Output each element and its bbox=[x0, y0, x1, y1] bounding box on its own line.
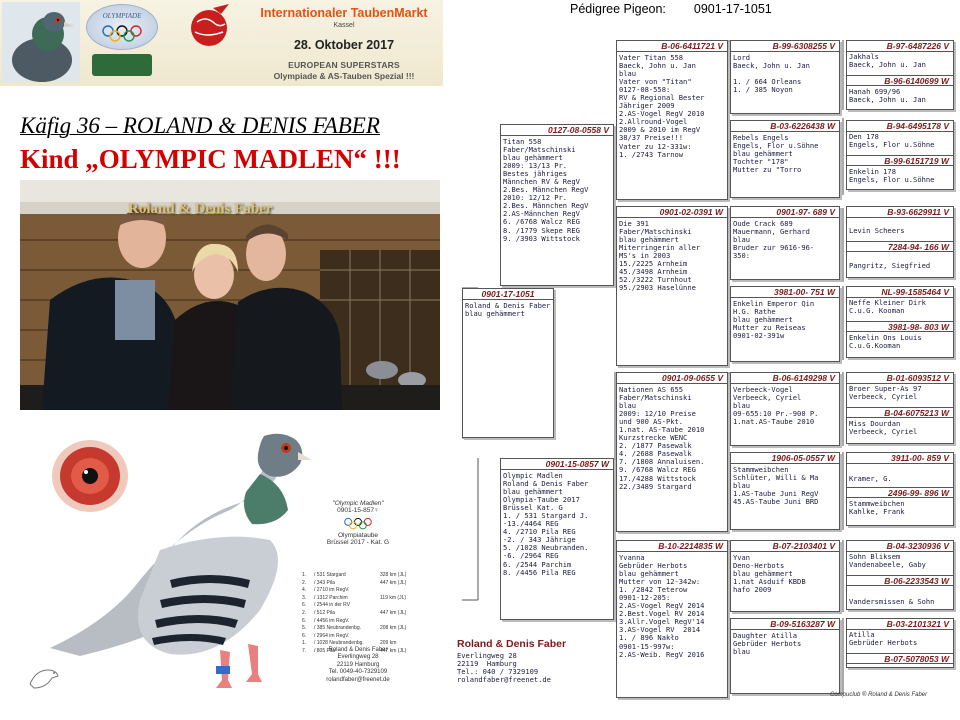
banner-city: Kassel bbox=[333, 22, 355, 29]
fm-text: Die 391 Faber/Matschinski blau gehämmert Miterringerin aller MS's in 2003 15./2225 Arnheim 45./3498 Arnheim 52./3222 Turnhout 95./2903 Haselünne bbox=[619, 219, 701, 293]
ffm-text: Rebels Engels Engels, Flor u.Söhne blau gehämmert Tochter "178" Mutter zu "Torro bbox=[733, 133, 819, 175]
fmm-text: Enkelin Emperor Qin H.G. Rathe blau gehämmert Mutter zu Reiseas 0901-02-391w bbox=[733, 299, 815, 341]
father-ring: 0127-08-0558 V bbox=[501, 125, 613, 136]
gen4-text-2: Hanah 699/96 Baeck, John u. Jan bbox=[849, 87, 926, 105]
father-text: Titan 558 Faber/Matschinski blau gehämmert 2009: 13/13 Pr. Bestes jähriges Männchen RV & RegV 2.Bes. Männchen RegV 2010: 12/12 Pr. 2.Bes. Männchen RegV 2.AS-Männchen RegV 6. /6768 Walcz REG 8. /1779 Skepe REG 9. /3903 Wittstock bbox=[503, 137, 589, 243]
pedigree-gen4-1 bbox=[846, 120, 954, 190]
gen4-ring: B-97-6487226 V bbox=[847, 41, 953, 52]
olympia-label: Olympiataube bbox=[337, 532, 379, 539]
banner-subtitle-1: EUROPEAN SUPERSTARS bbox=[288, 60, 400, 70]
pedigree-father bbox=[500, 124, 614, 286]
gen4-text: Sohn Bliksem Vandenabeele, Gaby bbox=[849, 552, 926, 570]
mother-ring: 0901-15-0857 W bbox=[501, 459, 613, 470]
pedigree-fmf bbox=[730, 206, 840, 280]
pedigree-gen4-6 bbox=[846, 540, 954, 610]
gen4-ring-2: B-06-2233543 W bbox=[847, 575, 953, 586]
mfm-text: Stammweibchen Schlüter, Willi & Ma blau 1.AS-Taube Juni RegV 45.AS-Taube Juni BRD bbox=[733, 465, 819, 507]
photo-caption: Roland & Denis Faber bbox=[128, 201, 273, 217]
result-row: 3. / 1312 Parchim 119 km (JL) bbox=[302, 594, 407, 601]
mff-ring: B-06-6149298 V bbox=[731, 373, 839, 384]
gen4-ring-2: B-07-5078053 W bbox=[847, 653, 953, 664]
pedigree-gen4-4 bbox=[846, 372, 954, 444]
pedigree-gen4-3 bbox=[846, 286, 954, 358]
banner-subtitle-2: Olympiade & AS-Tauben Spezial !!! bbox=[273, 71, 415, 81]
result-row: 2. / 343 Pila 447 km (JL) bbox=[302, 579, 407, 586]
pedigree-title: Pédigree Pigeon: 0901-17-1051 bbox=[570, 2, 772, 16]
subject-ring: 0901-17-1051 bbox=[463, 289, 553, 300]
gen4-ring: B-04-3230936 V bbox=[847, 541, 953, 552]
fmf-ring: 0901-97- 689 V bbox=[731, 207, 839, 218]
pedigree-fmm bbox=[730, 286, 840, 362]
subject-text: Roland & Denis Faber blau gehämmert bbox=[465, 301, 551, 319]
gen4-ring: B-01-6093512 V bbox=[847, 373, 953, 384]
mother-text: Olympic Madlen Roland & Denis Faber blau gehämmert Olympia-Taube 2017 Brüssel Kat. G 1. / 531 Stargard J. -13./4464 REG 4. /2710 Pila REG -2. / 343 Jährige 5. /1028 Neubranden. -6. /2964 REG 6. /2544 Parchim 8. /4456 Pila REG bbox=[503, 471, 589, 577]
banner-date: 28. Oktober 2017 bbox=[293, 38, 395, 52]
card-address: Roland & Denis Faber Everlingweg 28 22119 Hamburg Tel. 0049-40-7329109 rolandfaber@freenet.de bbox=[326, 647, 390, 683]
gen4-text-2: Vandersmissen & Sohn bbox=[849, 597, 935, 606]
pedigree-fm bbox=[616, 206, 728, 366]
result-row: 2. / 512 Pila 447 km (JL) bbox=[302, 609, 407, 616]
pedigree-gen4-5 bbox=[846, 452, 954, 526]
pedigree-footer: Compuclub ® Roland & Denis Faber bbox=[830, 692, 928, 698]
pedigree-fff bbox=[730, 40, 840, 114]
result-row: 1. / 1028 Neubrandenbg. 209 km bbox=[302, 640, 397, 647]
mmm-ring: B-09-5163287 W bbox=[731, 619, 839, 630]
banner-title: Internationaler TaubenMarkt bbox=[260, 6, 428, 20]
mf-ring: 0901-09-0655 V bbox=[617, 373, 727, 384]
mmm-text: Daughter Atilla Gebrüder Herbots blau bbox=[733, 631, 802, 657]
result-row: 4. / 2710 im RegV. bbox=[302, 587, 350, 594]
gen4-ring: B-93-6629911 V bbox=[847, 207, 953, 218]
mmf-ring: B-07-2103401 V bbox=[731, 541, 839, 552]
gen4-ring-2: B-04-6075213 W bbox=[847, 407, 953, 418]
mmf-text: Yvan Deno-Herbots blau gehämmert 1.nat Asduif KBDB hafo 2009 bbox=[733, 553, 806, 595]
pedigree-ff bbox=[616, 40, 728, 200]
gen4-ring-2: 7284-94- 166 W bbox=[847, 241, 953, 252]
owner-name: Roland & Denis Faber bbox=[457, 638, 567, 650]
pigeon-ring: 0901-15-857♀ bbox=[337, 507, 379, 514]
gen4-text-2: Pangritz, Siegfried bbox=[849, 261, 931, 270]
gen4-text: Kramer, G. bbox=[849, 474, 892, 483]
gen4-ring: B-94-6495178 V bbox=[847, 121, 953, 132]
mf-text: Nationen AS 655 Faber/Matschinski blau 2009: 12/10 Preise und 900 AS-Pkt. 1.nat. AS-Taube 2010 Kurzstrecke WENC 2. /1877 Pasewalk 4. /2688 Pasewalk 7. /1808 Annaluisen. 9. /6768 Walcz REG 17./4288 Wittstock 22./3489 Stargard bbox=[619, 385, 705, 491]
gen4-text: Den 178 Engels, Flor u.Söhne bbox=[849, 132, 935, 150]
pedigree-mm bbox=[616, 540, 728, 698]
pedigree-mmm bbox=[730, 618, 840, 694]
fff-text: Lord Baeck, John u. Jan 1. / 664 Orleans 1. / 385 Noyon bbox=[733, 53, 810, 95]
result-row: 7. / 805 Pila 447 km (JL) bbox=[302, 647, 407, 654]
olympia-category: Brüssel 2017 - Kat. G bbox=[326, 539, 390, 546]
gen4-ring-2: 3981-98- 803 W bbox=[847, 321, 953, 332]
pedigree-ffm bbox=[730, 120, 840, 198]
pigeon-name: "Olympic Madlen" bbox=[332, 500, 384, 507]
olympiade-logo: OLYMPIADE bbox=[86, 4, 158, 50]
ff-ring: B-06-6411721 V bbox=[617, 41, 727, 52]
fmf-text: Oude Crack 689 Mauermann, Gerhard blau Bruder zur 9616-96- 350: bbox=[733, 219, 815, 261]
pedigree-subject bbox=[462, 288, 554, 438]
ff-text: Vater Titan 558 Baeck, John u. Jan blau Vater von "Titan" 0127-08-558: RV & Regional Bester Jähriger 2009 2.AS-Vogel RegV 2010 2.Allround-Vogel 2009 & 2010 im RegV 38/37 Preise!!! Vater zu 12-331w: 1. /2743 Tarnow bbox=[619, 53, 705, 159]
gen4-text-2: Stammweibchen Kahlke, Frank bbox=[849, 499, 905, 517]
gen4-ring-2: B-99-6151719 W bbox=[847, 155, 953, 166]
gen4-ring-2: 2496-99- 896 W bbox=[847, 487, 953, 498]
owner-address: Everlingweg 28 22119 Hamburg Tel.: 040 / 7329109 rolandfaber@freenet.de bbox=[457, 651, 551, 685]
mm-ring: B-10-2214835 W bbox=[617, 541, 727, 552]
pedigree-gen4-0 bbox=[846, 40, 954, 110]
gen4-ring: B-03-2101321 V bbox=[847, 619, 953, 630]
pedigree-title-ring: 0901-17-1051 bbox=[693, 2, 772, 16]
cage-heading: Käfig 36 – ROLAND & DENIS FABER bbox=[20, 113, 380, 138]
gen4-ring-2: B-96-6140699 W bbox=[847, 75, 953, 86]
pedigree-mmf bbox=[730, 540, 840, 612]
result-row: 6. / 4456 im RegV. bbox=[302, 617, 350, 624]
pedigree-mf bbox=[616, 372, 728, 532]
result-row: 5. / 385 Neubrandenbg. 208 km (JL) bbox=[302, 625, 407, 632]
child-heading: Kind „OLYMPIC MADLEN“ !!! bbox=[20, 144, 401, 174]
mfm-ring: 1906-05-0557 W bbox=[731, 453, 839, 464]
result-row: 1. / 531 Stargard 328 km (JL) bbox=[302, 572, 407, 578]
gen4-text: Levin Scheers bbox=[849, 226, 905, 235]
gen4-text: Jakhals Baeck, John u. Jan bbox=[849, 52, 926, 70]
gen4-text: Neffe Kleiner Dirk C.u.G. Kooman bbox=[849, 298, 926, 316]
pedigree-mfm bbox=[730, 452, 840, 530]
pedigree-mother bbox=[500, 458, 614, 620]
pedigree-gen4-2 bbox=[846, 206, 954, 278]
result-row: 6. / 2964 im RegV. bbox=[302, 632, 350, 639]
result-row: 6. / 2544 in der RV bbox=[302, 602, 351, 609]
fmm-ring: 3981-00- 751 W bbox=[731, 287, 839, 298]
fm-ring: 0901-02-0391 W bbox=[617, 207, 727, 218]
mff-text: Verbeeck-Vogel Verbeeck, Cyriel blau 09-655:10 Pr.-900 P. 1.nat.AS-Taube 2010 bbox=[733, 385, 819, 427]
mm-text: Yvanna Gebrüder Herbots blau gehämmert Mutter von 12-342w: 1. /2842 Teterow 0901-12-205: 2.AS-Vogel RegV 2014 2.Best.Vogel RV 2014 3.Allr.Vogel RegV'14 3.AS-Vogel RV 2014 1. / 896 Nakło 0901-15-997w: 2.AS-Weib. RegV 2016 bbox=[619, 553, 705, 659]
gen4-text: Atilla Gebrüder Herbots bbox=[849, 630, 918, 648]
gen4-text: Broer Super-As 97 Verbeeck, Cyriel bbox=[849, 384, 922, 402]
fff-ring: B-99-6308255 V bbox=[731, 41, 839, 52]
pedigree-mff bbox=[730, 372, 840, 446]
gen4-ring: 3911-00- 859 V bbox=[847, 453, 953, 464]
gen4-ring: NL-99-1585464 V bbox=[847, 287, 953, 298]
gen4-text-2: Enkelin Ons Louis C.u.G.Kooman bbox=[849, 333, 922, 351]
ffm-ring: B-03-6226438 W bbox=[731, 121, 839, 132]
gen4-text-2: Miss Dourdan Verbeeck, Cyriel bbox=[849, 419, 918, 437]
gen4-text-2: Enkelin 178 Engels, Flor u.Söhne bbox=[849, 167, 935, 185]
pedigree-gen4-7 bbox=[846, 618, 954, 668]
